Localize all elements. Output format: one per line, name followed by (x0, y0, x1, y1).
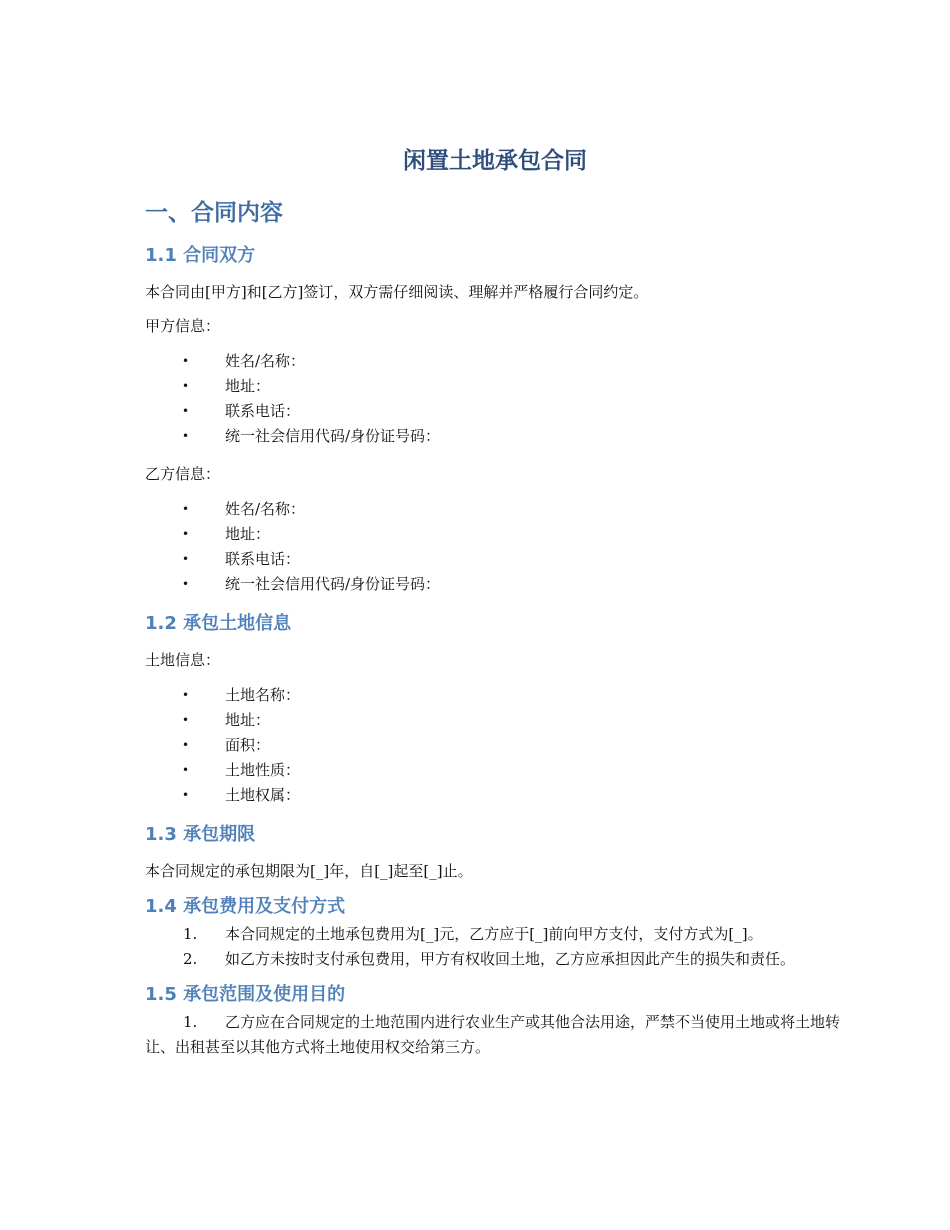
bullet-icon: • (182, 763, 190, 777)
list-item: • 统一社会信用代码/身份证号码： (145, 424, 845, 449)
bullet-icon: • (182, 404, 190, 418)
party-a-list (145, 349, 845, 449)
fees-list (145, 922, 845, 972)
list-item: • 统一社会信用代码/身份证号码： (145, 572, 845, 597)
bullet-icon: • (182, 688, 190, 702)
list-item: • 土地性质： (145, 758, 845, 783)
list-item: • 地址： (145, 708, 845, 733)
bullet-icon: • (182, 379, 190, 393)
list-number: 1. (183, 1013, 198, 1031)
land-info-list (145, 683, 845, 808)
document-title: 闲置土地承包合同 (403, 148, 587, 174)
list-number: 2. (183, 950, 198, 968)
subsection-heading-scope: 1.5 承包范围及使用目的 (145, 984, 346, 1005)
bullet-icon: • (182, 788, 190, 802)
subsection-heading-parties: 1.1 合同双方 (145, 245, 256, 266)
party-b-label: 乙方信息： (145, 465, 221, 483)
list-item: • 面积： (145, 733, 845, 758)
list-item: • 联系电话： (145, 399, 845, 424)
list-item: 2. 如乙方未按时支付承包费用，甲方有权收回土地，乙方应承担因此产生的损失和责任。 (145, 947, 845, 972)
bullet-icon: • (182, 713, 190, 727)
document-page (145, 145, 845, 1070)
bullet-icon: • (182, 738, 190, 752)
section-heading-contract-content: 一、合同内容 (145, 200, 283, 226)
list-item: • 联系电话： (145, 547, 845, 572)
bullet-icon: • (182, 502, 190, 516)
bullet-icon: • (182, 552, 190, 566)
subsection-heading-land-info: 1.2 承包土地信息 (145, 613, 292, 634)
list-item: • 姓名/名称： (145, 349, 845, 374)
list-item: • 地址： (145, 374, 845, 399)
list-number: 1. (183, 925, 198, 943)
land-info-label: 土地信息： (145, 651, 221, 669)
party-a-label: 甲方信息： (145, 317, 221, 335)
bullet-icon: • (182, 577, 190, 591)
list-item: 1. 本合同规定的土地承包费用为[_]元，乙方应于[_]前向甲方支付，支付方式为[_]。 (145, 922, 845, 947)
list-item: • 地址： (145, 522, 845, 547)
list-item: 1. 乙方应在合同规定的土地范围内进行农业生产或其他合法用途，严禁不当使用土地或将土地转让、出租甚至以其他方式将土地使用权交给第三方。 (145, 1010, 845, 1060)
parties-intro: 本合同由[甲方]和[乙方]签订，双方需仔细阅读、理解并严格履行合同约定。 (145, 283, 649, 301)
list-item: • 姓名/名称： (145, 497, 845, 522)
scope-list (145, 1010, 845, 1060)
subsection-heading-term: 1.3 承包期限 (145, 824, 256, 845)
bullet-icon: • (182, 429, 190, 443)
subsection-heading-fees: 1.4 承包费用及支付方式 (145, 896, 346, 917)
party-b-list (145, 497, 845, 597)
term-text: 本合同规定的承包期限为[_]年，自[_]起至[_]止。 (145, 862, 473, 880)
list-item: • 土地权属： (145, 783, 845, 808)
list-item: • 土地名称： (145, 683, 845, 708)
bullet-icon: • (182, 527, 190, 541)
bullet-icon: • (182, 354, 190, 368)
